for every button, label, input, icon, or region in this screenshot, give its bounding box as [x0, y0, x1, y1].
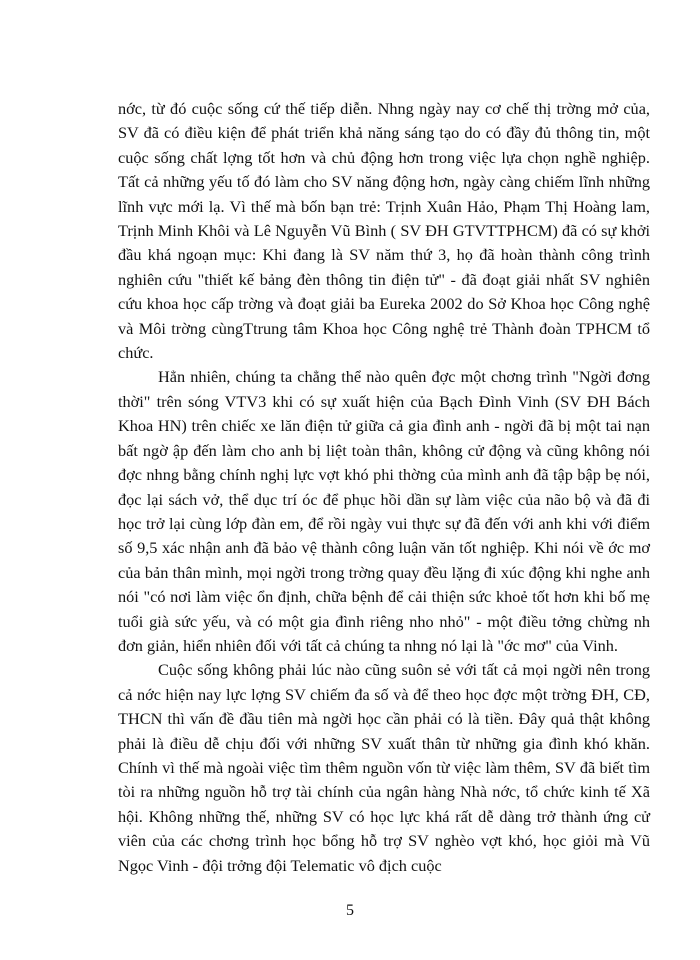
paragraph-3: Cuộc sống không phải lúc nào cũng suôn sẻ với tất cả mọi ngời nên trong cả nớc hiện nay lực lợng SV chiếm đa số và để theo học đợc một trờng ĐH, CĐ, THCN thì vấn đề đầu tiên mà ngời học cần phải có là tiền. Đây quả thật không phải là điều dễ chịu đối với những SV xuất thân từ những gia đình khó khăn. Chính vì thế mà ngoài việc tìm thêm nguồn vốn từ việc làm thêm, SV đã biết tìm tòi ra những nguồn hỗ trợ tài chính của ngân hàng Nhà nớc, tổ chức kinh tế Xã hội. Không những thế, những SV có học lực khá rất dễ dàng trở thành ứng cử viên của các chơng trình học bổng hỗ trợ SV nghèo vợt khó, học giỏi mà Vũ Ngọc Vinh - đội trởng đội Telematic vô địch cuộc	[118, 660, 650, 875]
paragraph-2: Hẳn nhiên, chúng ta chẳng thể nào quên đợc một chơng trình "Ngời đơng thời" trên sóng VTV3 khi có sự xuất hiện của Bạch Đình Vinh (SV ĐH Bách Khoa HN) trên chiếc xe lăn điện tử giữa cả gia đình anh - ngời đã bị một tai nạn bất ngờ ập đến làm cho anh bị liệt toàn thân, không cử động và cũng không nói đợc nhng bằng chính nghị lực vợt khó phi thờng của mình anh đã tập bập bẹ nói, đọc lại sách vở, thể dục trí óc để phục hồi dần sự làm việc của não bộ và đã đi học trở lại cùng lớp đàn em, để rồi ngày vui thực sự đã đến với anh khi với điểm số 9,5 xác nhận anh đã bảo vệ thành công luận văn tốt nghiệp. Khi nói về ớc mơ của bản thân mình, mọi ngời trong trờng quay đều lặng đi xúc động khi nghe anh nói "có nơi làm việc ổn định, chữa bệnh để cải thiện sức khoẻ tốt hơn khi bố mẹ tuổi già sức yếu, và có một gia đình riêng nho nhỏ" - một điều tởng chừng nh đơn giản, hiển nhiên đối với tất cả chúng ta nhng nó lại là "ớc mơ" của Vinh.	[118, 367, 650, 655]
page-number: 5	[346, 902, 354, 919]
body-text	[118, 97, 650, 878]
paragraph-1: nớc, từ đó cuộc sống cứ thế tiếp diễn. Nhng ngày nay cơ chế thị trờng mở của, SV đã có điều kiện để phát triển khả năng sáng tạo do có đầy đủ thông tin, một cuộc sống chất lợng tốt hơn và chủ động hơn trong việc lựa chọn nghề nghiệp. Tất cả những yếu tố đó làm cho SV năng động hơn, ngày càng chiếm lĩnh những lĩnh vực mới lạ. Vì thế mà bốn bạn trẻ: Trịnh Xuân Hảo, Phạm Thị Hoàng lam, Trịnh Minh Khôi và Lê Nguyễn Vũ Bình ( SV ĐH GTVTTPHCM) đã có sự khởi đầu khá ngoạn mục: Khi đang là SV năm thứ 3, họ đã hoàn thành công trình nghiên cứu "thiết kế bảng đèn thông tin điện tử" - đã đoạt giải nhất SV nghiên cứu khoa học cấp trờng và đoạt giải ba Eureka 2002 do Sở Khoa học Công nghệ và Môi trờng cùngTtrung tâm Khoa học Công nghệ trẻ Thành đoàn TPHCM tổ chức.	[118, 99, 650, 363]
